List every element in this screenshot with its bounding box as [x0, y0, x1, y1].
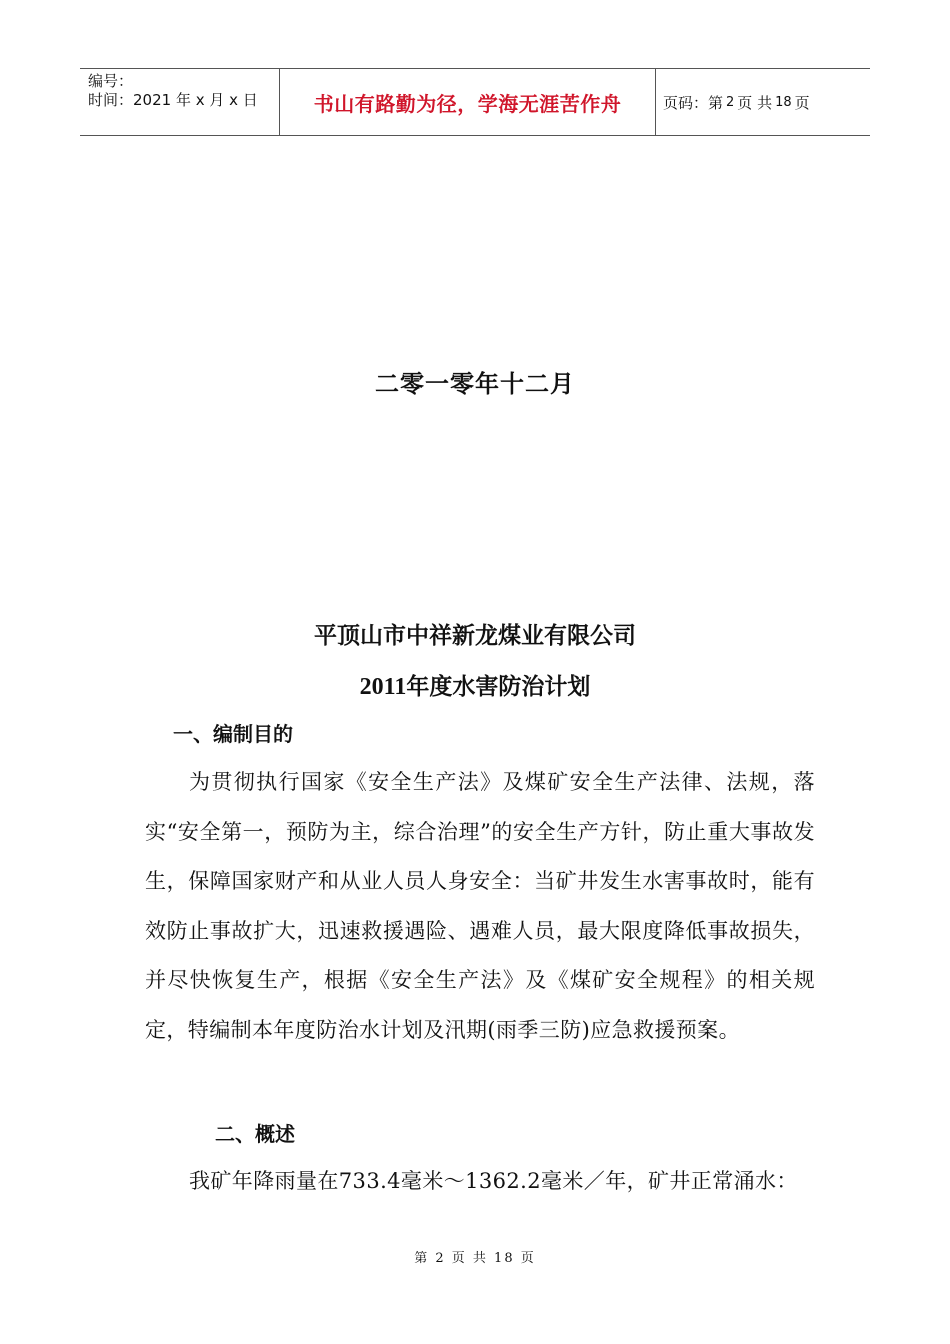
company-name: 平顶山市中祥新龙煤业有限公司	[314, 623, 636, 649]
page-current: 2	[726, 94, 735, 110]
header-motto: 书山有路勤为径，学海无涯苦作舟	[280, 69, 656, 135]
document-number-label: 编号：	[88, 72, 134, 90]
page-total: 18	[775, 94, 792, 110]
page-suffix: 页	[794, 93, 810, 112]
section-body-purpose: 为贯彻执行国家《安全生产法》及煤矿安全生产法律、法规，落实“安全第一，预防为主，综合治理”的安全生产方针，防止重大事故发生，保障国家财产和从业人员人身安全：当矿井发生水害事故时，能有效防止事故扩大，迅速救援遇险、遇难人员，最大限度降低事故损失，并尽快恢复生产，根据《安全生产法》及《煤矿安全规程》的相关规定，特编制本年度防治水计划及汛期(雨季三防)应急救援预案。	[145, 770, 815, 1042]
plan-title-text: 年度水害防治计划	[406, 674, 591, 700]
document-date: 二零一零年十二月	[375, 370, 575, 398]
document-time-label: 时间：2021 年 x 月 x 日	[88, 91, 258, 109]
page-header	[80, 68, 870, 136]
plan-year: 2011	[359, 674, 407, 700]
plan-title	[0, 668, 950, 701]
section-heading-purpose: 一、编制目的	[173, 722, 293, 746]
header-page-indicator	[656, 69, 870, 135]
section-body-overview: 我矿年降雨量在733.4毫米～1362.2毫米／年，矿井正常涌水：	[189, 1169, 798, 1193]
page-prefix: 页码：第	[663, 93, 724, 112]
page-mid: 页 共	[737, 93, 773, 112]
page-footer: 第 2 页 共 18 页	[414, 1251, 536, 1266]
section-heading-overview: 二、概述	[215, 1122, 295, 1146]
header-meta-cell	[80, 69, 280, 135]
